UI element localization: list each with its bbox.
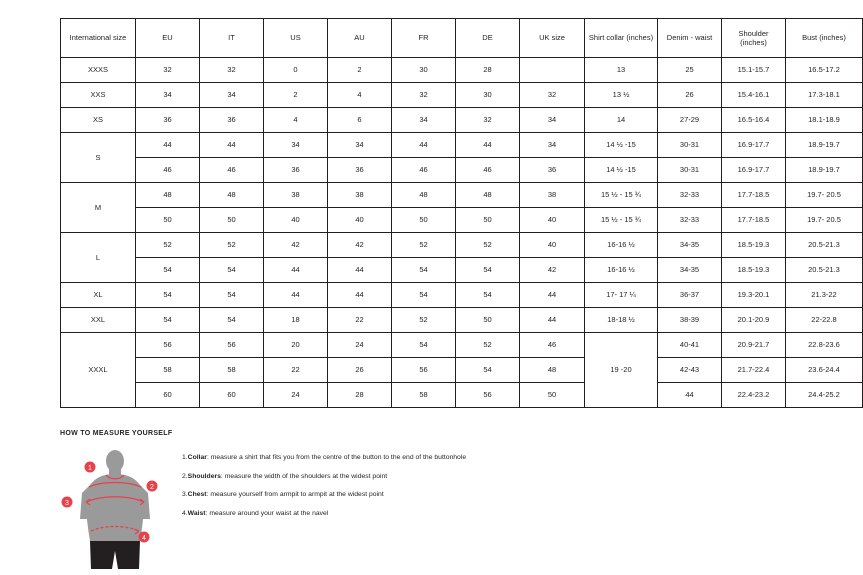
cell-value: 32 [520, 83, 585, 108]
cell-value: 60 [136, 383, 200, 408]
cell-value: 54 [200, 283, 264, 308]
list-item-number: 2. [182, 472, 188, 480]
column-header-de: DE [456, 19, 520, 58]
list-item-text: : measure the width of the shoulders at the widest point [220, 472, 388, 480]
cell-value: 56 [200, 333, 264, 358]
cell-international-size: XL [61, 283, 136, 308]
cell-value: 44 [520, 283, 585, 308]
cell-value: 18.1-18.9 [786, 108, 863, 133]
cell-value: 50 [456, 208, 520, 233]
cell-value: 17.7-18.5 [722, 208, 786, 233]
column-header-international-size: International size [61, 19, 136, 58]
cell-value: 46 [520, 333, 585, 358]
table-row [61, 108, 863, 133]
cell-value: 15 ½ - 15 ¾ [585, 208, 658, 233]
cell-value: 44 [136, 133, 200, 158]
cell-value: 46 [200, 158, 264, 183]
cell-value: 34 [136, 83, 200, 108]
cell-value: 46 [136, 158, 200, 183]
cell-value: 16.5-16.4 [722, 108, 786, 133]
cell-value: 30-31 [658, 133, 722, 158]
table-row [61, 333, 863, 358]
list-item [182, 509, 466, 518]
cell-value: 26 [328, 358, 392, 383]
cell-value: 44 [200, 133, 264, 158]
cell-value: 46 [392, 158, 456, 183]
cell-value: 18.9-19.7 [786, 158, 863, 183]
cell-value: 18.5-19.3 [722, 258, 786, 283]
table-header [61, 19, 863, 58]
list-item [182, 453, 466, 462]
table-row [61, 233, 863, 258]
cell-value: 48 [136, 183, 200, 208]
cell-value: 0 [264, 58, 328, 83]
cell-value: 13 [585, 58, 658, 83]
cell-international-size: XS [61, 108, 136, 133]
cell-value: 38 [264, 183, 328, 208]
cell-value: 50 [392, 208, 456, 233]
cell-value: 34 [264, 133, 328, 158]
cell-value: 18 [264, 308, 328, 333]
cell-value: 18.5-19.3 [722, 233, 786, 258]
cell-value: 22-22.8 [786, 308, 863, 333]
cell-value: 17.3-18.1 [786, 83, 863, 108]
cell-value: 40 [264, 208, 328, 233]
cell-value: 46 [456, 158, 520, 183]
cell-value: 38 [328, 183, 392, 208]
column-header-uk-size: UK size [520, 19, 585, 58]
cell-value: 16.9-17.7 [722, 158, 786, 183]
list-item-text: : measure a shirt that fits you from the centre of the button to the end of the buttonhole [206, 454, 467, 461]
table-row [61, 158, 863, 183]
measurement-figure [60, 445, 170, 565]
cell-value: 19 -20 [585, 333, 658, 408]
cell-value: 14 [585, 108, 658, 133]
cell-value: 22 [264, 358, 328, 383]
table-row [61, 358, 863, 383]
cell-value: 22.4-23.2 [722, 383, 786, 408]
cell-value: 44 [264, 258, 328, 283]
cell-value: 30 [456, 83, 520, 108]
list-item-number: 3. [182, 491, 188, 499]
cell-value: 54 [136, 283, 200, 308]
list-item-number: 4. [182, 510, 188, 518]
svg-text:1: 1 [88, 465, 92, 472]
list-item [182, 472, 466, 481]
cell-international-size: S [61, 133, 136, 183]
cell-value: 19.7- 20.5 [786, 208, 863, 233]
cell-value: 32 [200, 58, 264, 83]
cell-value: 44 [328, 258, 392, 283]
column-header-fr: FR [392, 19, 456, 58]
cell-value: 60 [200, 383, 264, 408]
cell-value: 2 [328, 58, 392, 83]
cell-value: 52 [200, 233, 264, 258]
cell-value: 20.1-20.9 [722, 308, 786, 333]
table-row [61, 133, 863, 158]
cell-value: 34 [200, 83, 264, 108]
cell-value: 24.4-25.2 [786, 383, 863, 408]
cell-value: 48 [200, 183, 264, 208]
cell-value: 52 [456, 233, 520, 258]
cell-value: 56 [392, 358, 456, 383]
cell-value: 42-43 [658, 358, 722, 383]
list-item [182, 490, 466, 499]
cell-value: 50 [136, 208, 200, 233]
cell-value: 34 [520, 108, 585, 133]
cell-value: 20.5-21.3 [786, 258, 863, 283]
column-header-bust: Bust (inches) [786, 19, 863, 58]
table-row [61, 58, 863, 83]
cell-value: 56 [136, 333, 200, 358]
cell-value: 36 [328, 158, 392, 183]
cell-value: 48 [392, 183, 456, 208]
cell-value: 44 [520, 308, 585, 333]
cell-value: 13 ½ [585, 83, 658, 108]
column-header-shirt-collar: Shirt collar (inches) [585, 19, 658, 58]
svg-text:3: 3 [65, 500, 69, 507]
cell-value: 16-16 ½ [585, 258, 658, 283]
cell-value: 54 [136, 258, 200, 283]
table-row [61, 208, 863, 233]
cell-value: 44 [392, 133, 456, 158]
cell-value: 48 [520, 358, 585, 383]
cell-value: 21.7-22.4 [722, 358, 786, 383]
how-to-measure-title: HOW TO MEASURE YOURSELF [60, 430, 173, 437]
cell-value: 54 [392, 333, 456, 358]
cell-value: 28 [456, 58, 520, 83]
column-header-denim-waist: Denim - waist [658, 19, 722, 58]
cell-value: 54 [392, 258, 456, 283]
cell-value: 36-37 [658, 283, 722, 308]
cell-value: 50 [456, 308, 520, 333]
cell-value: 32-33 [658, 208, 722, 233]
list-item-label: Waist [187, 510, 206, 518]
cell-value: 23.6-24.4 [786, 358, 863, 383]
cell-value: 52 [392, 233, 456, 258]
cell-value: 44 [456, 133, 520, 158]
cell-value: 20.9-21.7 [722, 333, 786, 358]
cell-value: 18.9-19.7 [786, 133, 863, 158]
cell-value: 34 [392, 108, 456, 133]
cell-value: 54 [136, 308, 200, 333]
table-header-row [61, 19, 863, 58]
cell-value: 15 ½ - 15 ¾ [585, 183, 658, 208]
list-item-label: Collar [187, 454, 207, 461]
cell-value: 4 [264, 108, 328, 133]
cell-international-size: XXXS [61, 58, 136, 83]
cell-value: 34 [520, 133, 585, 158]
size-chart-table [60, 18, 863, 408]
cell-value: 34 [328, 133, 392, 158]
cell-value: 17- 17 ¼ [585, 283, 658, 308]
cell-value: 44 [328, 283, 392, 308]
cell-value: 44 [264, 283, 328, 308]
cell-value: 50 [200, 208, 264, 233]
how-to-measure-body [60, 445, 740, 565]
cell-value: 20.5-21.3 [786, 233, 863, 258]
column-header-eu: EU [136, 19, 200, 58]
cell-value: 16.5-17.2 [786, 58, 863, 83]
list-item-label: Shoulders [187, 472, 221, 480]
cell-value: 40 [520, 208, 585, 233]
cell-value: 24 [264, 383, 328, 408]
cell-value: 54 [456, 358, 520, 383]
cell-value: 4 [328, 83, 392, 108]
cell-value: 36 [200, 108, 264, 133]
column-header-au: AU [328, 19, 392, 58]
column-header-it: IT [200, 19, 264, 58]
svg-text:4: 4 [142, 535, 146, 542]
cell-value: 44 [658, 383, 722, 408]
table-row [61, 83, 863, 108]
cell-international-size: L [61, 233, 136, 283]
cell-value: 54 [392, 283, 456, 308]
cell-value: 15.1-15.7 [722, 58, 786, 83]
measurement-instructions-list [182, 453, 466, 528]
table-row [61, 283, 863, 308]
cell-value: 58 [136, 358, 200, 383]
cell-value: 27-29 [658, 108, 722, 133]
cell-value: 54 [456, 258, 520, 283]
cell-value [520, 58, 585, 83]
cell-value: 14 ½ -15 [585, 133, 658, 158]
cell-international-size: XXL [61, 308, 136, 333]
cell-value: 25 [658, 58, 722, 83]
svg-text:2: 2 [150, 484, 154, 491]
cell-value: 22 [328, 308, 392, 333]
cell-value: 32 [392, 83, 456, 108]
cell-value: 21.3-22 [786, 283, 863, 308]
torso-diagram-icon [60, 445, 170, 575]
cell-value: 36 [264, 158, 328, 183]
cell-international-size: XXS [61, 83, 136, 108]
table-row [61, 183, 863, 208]
cell-value: 28 [328, 383, 392, 408]
cell-value: 22.8-23.6 [786, 333, 863, 358]
cell-value: 16-16 ½ [585, 233, 658, 258]
cell-value: 19.7- 20.5 [786, 183, 863, 208]
cell-value: 20 [264, 333, 328, 358]
cell-value: 30 [392, 58, 456, 83]
list-item-number: 1. [182, 454, 188, 461]
cell-value: 36 [520, 158, 585, 183]
cell-value: 18-18 ½ [585, 308, 658, 333]
cell-value: 58 [200, 358, 264, 383]
cell-value: 16.9-17.7 [722, 133, 786, 158]
cell-value: 50 [520, 383, 585, 408]
cell-value: 54 [200, 258, 264, 283]
list-item-label: Chest [187, 491, 207, 499]
list-item-text: : measure yourself from armpit to armpit at the widest point [206, 491, 384, 499]
cell-value: 52 [456, 333, 520, 358]
cell-value: 38-39 [658, 308, 722, 333]
cell-value: 32 [136, 58, 200, 83]
list-item-text: : measure around your waist at the navel [205, 510, 329, 518]
cell-value: 38 [520, 183, 585, 208]
cell-value: 54 [200, 308, 264, 333]
cell-value: 40 [328, 208, 392, 233]
cell-value: 15.4-16.1 [722, 83, 786, 108]
cell-value: 54 [456, 283, 520, 308]
cell-value: 42 [328, 233, 392, 258]
cell-value: 30-31 [658, 158, 722, 183]
cell-value: 26 [658, 83, 722, 108]
cell-value: 48 [456, 183, 520, 208]
cell-value: 32-33 [658, 183, 722, 208]
how-to-measure-section [60, 430, 740, 565]
cell-value: 34-35 [658, 258, 722, 283]
cell-value: 17.7-18.5 [722, 183, 786, 208]
cell-value: 32 [456, 108, 520, 133]
cell-value: 14 ½ -15 [585, 158, 658, 183]
cell-value: 40-41 [658, 333, 722, 358]
cell-value: 6 [328, 108, 392, 133]
table-body [61, 58, 863, 408]
cell-value: 58 [392, 383, 456, 408]
cell-value: 36 [136, 108, 200, 133]
cell-value: 19.3-20.1 [722, 283, 786, 308]
cell-value: 40 [520, 233, 585, 258]
table-row [61, 308, 863, 333]
cell-value: 52 [392, 308, 456, 333]
cell-international-size: XXXL [61, 333, 136, 408]
cell-value: 34-35 [658, 233, 722, 258]
cell-value: 24 [328, 333, 392, 358]
cell-value: 56 [456, 383, 520, 408]
cell-value: 42 [520, 258, 585, 283]
table-row [61, 258, 863, 283]
column-header-shoulder: Shoulder (inches) [722, 19, 786, 58]
table-row [61, 383, 863, 408]
column-header-us: US [264, 19, 328, 58]
cell-value: 42 [264, 233, 328, 258]
cell-value: 2 [264, 83, 328, 108]
cell-value: 52 [136, 233, 200, 258]
cell-international-size: M [61, 183, 136, 233]
